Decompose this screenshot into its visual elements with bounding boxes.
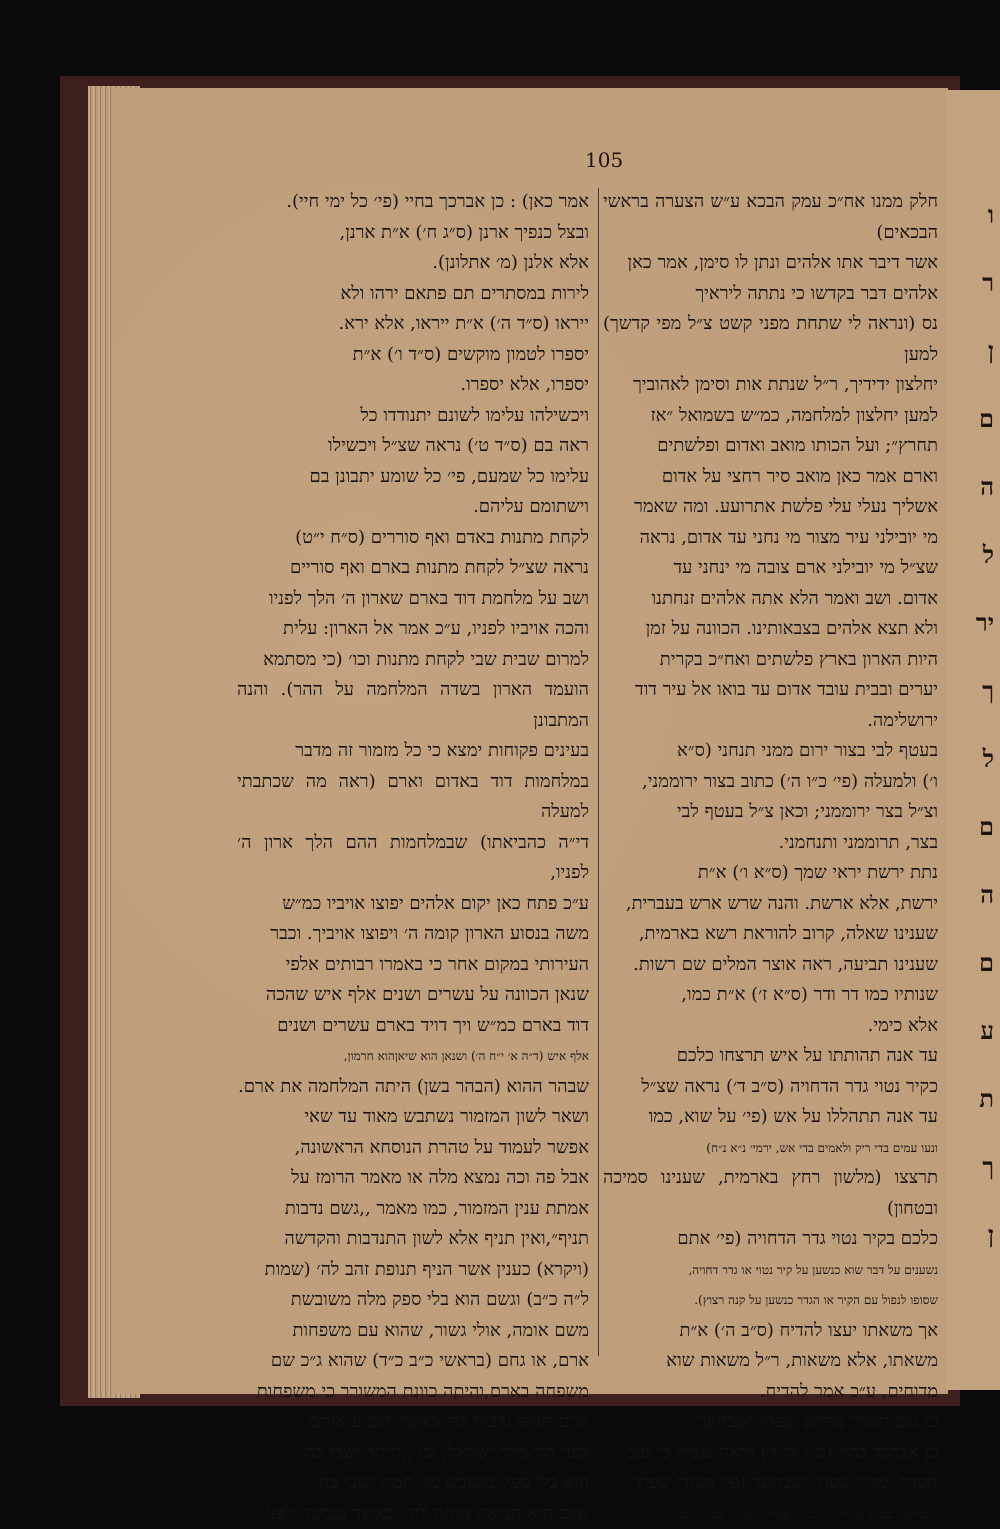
text-line: משה בנסוע הארון קומה ה׳ ויפוצו אויביך. וכבר: [237, 919, 589, 950]
next-page-fragment: ך: [982, 676, 994, 706]
text-line: העירותי במקום אחר כי באמרו רבותים אלפי: [237, 950, 589, 981]
text-line: אלף איש (ד״ה א׳ י״ח ה׳) ושנאן הוא שיאןהוא חרמון,: [237, 1041, 589, 1072]
text-line: וצ״ל בצר ירוממני; וכאן צ״ל בעטף לבי: [603, 797, 938, 828]
text-line: ארם, או גחם (בראשי כ״ב כ״ד) שהוא ג״כ שם: [237, 1346, 589, 1377]
next-page-fragment: ן: [988, 1220, 994, 1250]
text-line: שענינו שאלה, קרוב להוראת רשא בארמית,: [603, 919, 938, 950]
text-line: אמתת ענין המזמור, כמו מאמר ,,גשם נדבות: [237, 1194, 589, 1225]
next-page-fragment: ר: [982, 268, 994, 298]
text-line: די״ה כהביאתו) שבמלחמות ההם הלך ארון ה׳ לפניו,: [237, 828, 589, 889]
text-line: לפני דוד מלך ישראל; וכן ,,חיתך ישבו בה״: [237, 1438, 589, 1469]
text-line: אמר כאן) : כן אברכך בחיי (פי׳ כל ימי חיי).: [237, 187, 589, 218]
text-line: שנותיו כמו דר ודר (ס״א ז׳) א״ת כמו,: [603, 980, 938, 1011]
text-line: אלא אלנן (מ׳ אתלונן).: [237, 248, 589, 279]
text-line: עד אנה תהותתו על איש תרצחו כלכם: [603, 1041, 938, 1072]
text-line: אך משאתו יעצו להדיח (ס״ב ה׳) א״ת: [603, 1316, 938, 1347]
text-line: שבהר ההוא (הבהר בשן) היתה המלחמה את ארם.: [237, 1072, 589, 1103]
text-line: שסופו לנפול עם הקיר או הגדר כנשען על קנה רצוץ).: [603, 1285, 938, 1316]
next-page-fragment: ת: [979, 1084, 994, 1114]
text-line: משאתו, אלא משאות, ר״ל משאות שוא: [603, 1346, 938, 1377]
text-line: משם אומה, אולי גשור, שהוא עם משפחות: [237, 1316, 589, 1347]
next-page-strip: [946, 90, 1000, 1390]
text-line: ושאר לשון המזמור נשתבש מאוד עד שאי: [237, 1102, 589, 1133]
text-line: אבל פה וכה נמצא מלה או מאמר הרומז על: [237, 1163, 589, 1194]
text-line: ישבחונך, כמ״ש אהללה ה׳ בחיי אזמרה לאלהי בעודי, וכן: [603, 1499, 938, 1529]
text-line: משפחה בארם,והיתה כוונת המשורר כי משפחות: [237, 1377, 589, 1408]
text-line: עלימו כל שמעם, פי׳ כל שומע יתבונן בם: [237, 462, 589, 493]
text-line: וארם אמר כאן מואב סיר רחצי על אדום: [603, 462, 938, 493]
text-line: הוא בלי ספק משובש מן: חמת ישבי בה,: [237, 1468, 589, 1499]
text-line: תחרץ״; ועל הכותו מואב ואדום ופלשתים: [603, 431, 938, 462]
next-page-fragment: ן: [988, 336, 994, 366]
text-line: חסדך, מחיי שפתי ישבחונך (פי׳ מעודי שפתי: [603, 1468, 938, 1499]
text-line: תניף״,ואין תניף אלא לשון התנדבות והקדשה: [237, 1224, 589, 1255]
next-page-fragment: ל: [983, 540, 994, 570]
text-line: נראה שצ״ל לקחת מתנות בארם ואף סוריים: [237, 553, 589, 584]
text-line: והכה אויביו לפניו, ע״כ אמר אל הארון: עלית: [237, 614, 589, 645]
text-line: עד אנה תתהללו על אש (פי׳ על שוא, כמו: [603, 1102, 938, 1133]
text-line: אלהים דבר בקדשו כי נתתה ליראיך: [603, 279, 938, 310]
text-line: נס (ונראה לי שתחת מפני קשט צ״ל מפי קדשך) למען: [603, 309, 938, 370]
page-number: 105: [585, 148, 623, 172]
text-line: ושב על מלחמת דוד בארם שארון ה׳ הלך לפניו: [237, 584, 589, 615]
next-page-fragment: ם: [979, 404, 994, 434]
next-page-fragment: ע: [980, 1016, 994, 1046]
text-line: יספרו, אלא יספרו.: [237, 370, 589, 401]
text-line: למען יחלצון למלחמה, כמ״ש בשמואל ״אז: [603, 401, 938, 432]
text-line: כי טוב חסדך מחיים שפתי ישבחונך;: [603, 1407, 938, 1438]
next-page-fragment: ו: [988, 200, 994, 230]
text-line: שצ״ל מי יובילני ארם צובה מי ינחני עד: [603, 553, 938, 584]
next-page-fragment: ך: [982, 1152, 994, 1182]
text-line: בעינים פקוחות ימצא כי כל מזמור זה מדבר: [237, 736, 589, 767]
text-line: ארם הניפו נדבות לה׳ כאשר הכניע אותם: [237, 1407, 589, 1438]
text-line: יחלצון ידידיך, ר״ל שנתת אות וסימן לאהוביך: [603, 370, 938, 401]
text-line: ולא תצא אלהים בצבאותינו. הכוונה על זמן: [603, 614, 938, 645]
text-line: ירשת, אלא ארשת. והנה שרש ארש בעברית,: [603, 889, 938, 920]
text-line: נשענים על דבר שוא כנשען על קיר נטוי או גדר דחויה,: [603, 1255, 938, 1286]
text-line: כן אברכך בחיי (ס״ג ה׳ ו׳) נראה שצ״ל כי טוב: [603, 1438, 938, 1469]
text-line: אלא כימי.: [603, 1011, 938, 1042]
next-page-fragment: ם: [979, 812, 994, 842]
text-line: היות הארון בארץ פלשתים ואח״כ בקרית: [603, 645, 938, 676]
text-line: ובצל כנפיך ארנן (ס״ג ח׳) א״ת ארנן,: [237, 218, 589, 249]
text-line: לירות במסתרים תם פתאם ירהו ולא: [237, 279, 589, 310]
text-line: (ויקרא) כענין אשר הניף תנופת זהב לה׳ (שמות: [237, 1255, 589, 1286]
text-line: לקחת מתנות באדם ואף סוררים (ס״ח י״ט): [237, 523, 589, 554]
text-line: כקיר נטוי גדר הדחויה (ס״ב ד׳) נראה שצ״ל: [603, 1072, 938, 1103]
text-line: ו׳) ולמעלה (פי׳ כ״ו ה׳) כתוב בצור ירוממני,: [603, 767, 938, 798]
next-page-fragment: יר: [976, 608, 994, 638]
text-line: נתת ירשת יראי שמך (ס״א ו׳) א״ת: [603, 858, 938, 889]
text-line: הועמד הארון בשדה המלחמה על ההר). והנה המתבונן: [237, 675, 589, 736]
text-line: ל״ה כ״ב) וגשם הוא בלי ספק מלה משובשת: [237, 1285, 589, 1316]
next-page-fragment: ל: [983, 744, 994, 774]
text-line: אדום. ושב ואמר הלא אתה אלהים זנחתנו: [603, 584, 938, 615]
next-page-fragment: ם: [979, 948, 994, 978]
text-line: יערים ובבית עובד אדום עד בואו אל עיר דוד: [603, 675, 938, 706]
next-page-fragment: ה: [980, 472, 994, 502]
text-line: מי יובילני עיר מצור מי נחני עד אדום, נראה: [603, 523, 938, 554]
text-line: ונעו עמים בדי ריק ולאמים בדי אש, ירמי׳ נ״א נ״ח): [603, 1133, 938, 1164]
text-line: בעטף לבי בצור ירום ממני תנחני (ס״א: [603, 736, 938, 767]
text-line: חלק ממנו אח״כ עמק הבכא ע״ש הצערה בראשי הבכאים): [603, 187, 938, 248]
text-line: דוד בארם כמ״ש ויך דויד בארם עשרים ושנים: [237, 1011, 589, 1042]
text-line: שענינו תביעה, ראה אוצר המלים שם רשות.: [603, 950, 938, 981]
next-page-fragment: ה: [980, 880, 994, 910]
text-line: אשליך נעלי עלי פלשת אתרועע. ומה שאמר: [603, 492, 938, 523]
text-line: כלכם בקיר נטוי גדר הדחויה (פי׳ אתם: [603, 1224, 938, 1255]
text-line: יספרו לטמון מוקשים (ס״ד ו׳) א״ת: [237, 340, 589, 371]
text-line: בצר, תרוממני ותנחמני.: [603, 828, 938, 859]
text-line: במלחמות דוד באדום וארם (ראה מה שכתבתי למעלה: [237, 767, 589, 828]
text-line: אפשר לעמוד על טהרת הנוסחא הראשונה,: [237, 1133, 589, 1164]
right-column: [603, 187, 938, 1529]
text-line: אשר דיבר אתו אלהים ונתן לו סימן, אמר כאן: [603, 248, 938, 279]
text-line: ירושלימה.: [603, 706, 938, 737]
text-line: ייראו (ס״ד ה׳) א״ת ייראו, אלא ירא.: [237, 309, 589, 340]
text-line: למרום שבית שבי לקחת מתנות וכו׳ (כי מסתמא: [237, 645, 589, 676]
text-line: ויכשילהו עלימו לשונם יתנודדו כל: [237, 401, 589, 432]
text-line: מדוחים, ע״כ אמר להדיח.: [603, 1377, 938, 1408]
column-divider: [598, 188, 599, 1356]
text-line: שגם היא הביאה מנחה לה׳, כאשר נכבשה לפני: [237, 1499, 589, 1529]
left-column: [237, 187, 589, 1529]
text-line: ע״כ פתח כאן יקום אלהים יפוצו אויביו כמ״ש: [237, 889, 589, 920]
text-line: שנאן הכוונה על עשרים ושנים אלף איש שהכה: [237, 980, 589, 1011]
text-line: וישתומם עליהם.: [237, 492, 589, 523]
text-line: תרצצו (מלשון רחץ בארמית, שענינו סמיכה ובטחון): [603, 1163, 938, 1224]
text-line: ראה בם (ס״ד ט׳) נראה שצ״ל ויכשילו: [237, 431, 589, 462]
